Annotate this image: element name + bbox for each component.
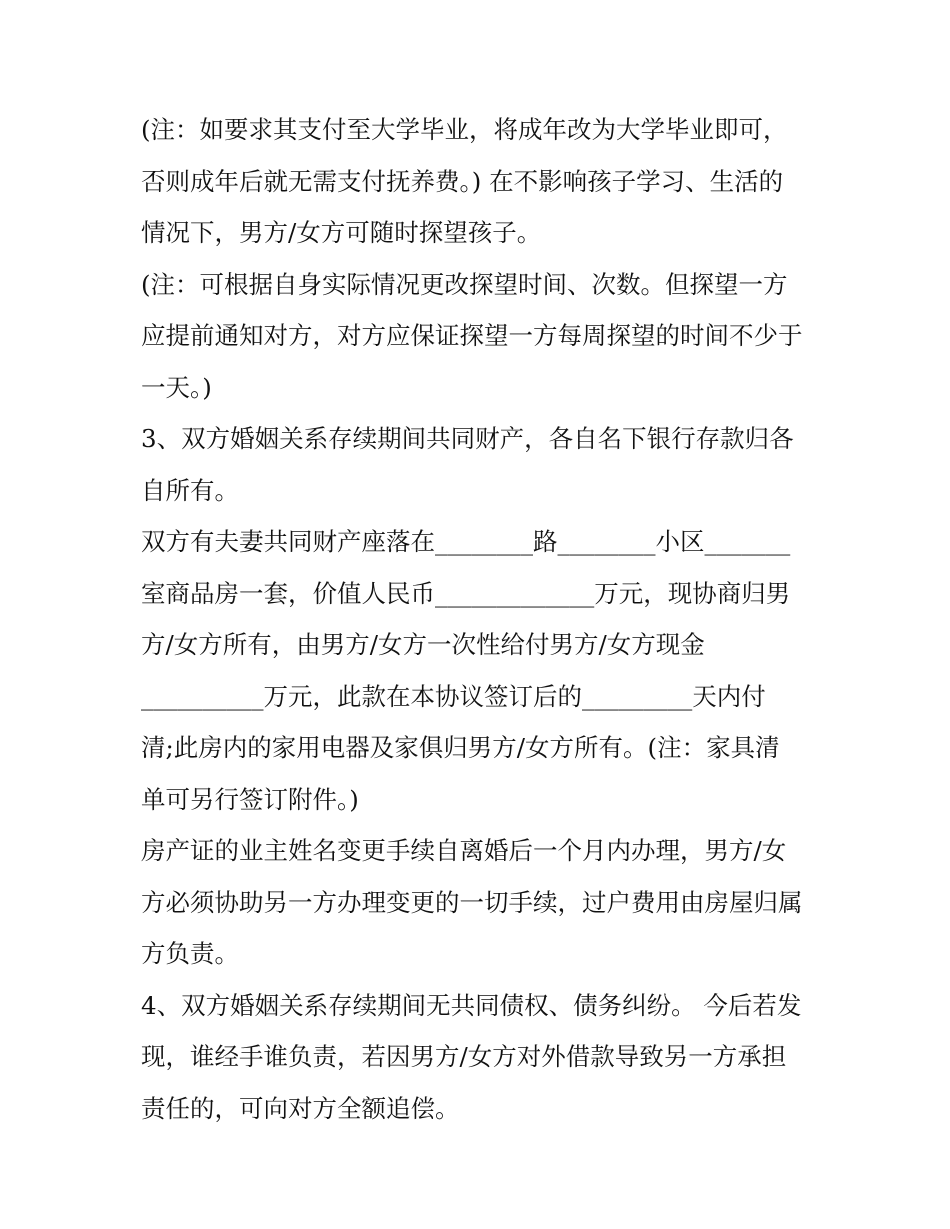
text-line: 一天。) [141,372,212,402]
text-line: 现，谁经手谁负责，若因男方/女方对外借款导致另一方承担 [141,1042,787,1071]
text-line: (注：如要求其支付至大学毕业，将成年改为大学毕业即可， [141,115,788,144]
text-line: 方负责。 [141,939,239,968]
text-line: 方必须协助另一方办理变更的一切手续，过户费用由房屋归属 [141,887,803,917]
text-line: (注：可根据自身实际情况更改探望时间、次数。但探望一方 [141,269,788,299]
text-line: 情况下，男方/女方可随时探望孩子。 [141,218,542,247]
text-line: __________万元，此款在本协议签订后的_________天内付 [141,681,766,711]
text-line: 应提前通知对方，对方应保证探望一方每周探望的时间不少于 [141,321,803,350]
text-line: 4、双方婚姻关系存续期间无共同债权、债务纠纷。 今后若发 [141,990,802,1020]
text-line: 自所有。 [141,475,239,505]
text-line: 房产证的业主姓名变更手续自离婚后一个月内办理，男方/女 [141,836,787,865]
text-line: 双方有夫妻共同财产座落在________路________小区_______ [141,527,791,556]
document-body [141,104,821,1134]
text-line: 否则成年后就无需支付抚养费。) 在不影响孩子学习、生活的 [141,166,784,196]
text-line: 3、双方婚姻关系存续期间共同财产，各自名下银行存款归各 [141,424,794,453]
text-line: 责任的，可向对方全额追偿。 [141,1093,460,1123]
text-line: 单可另行签订附件。) [141,784,359,814]
text-line: 方/女方所有，由男方/女方一次性给付男方/女方现金 [141,630,705,659]
text-line: 室商品房一套，价值人民币_____________万元，现协商归男 [141,578,791,608]
text-line: 清;此房内的家用电器及家俱归男方/女方所有。(注：家具清 [141,733,780,762]
